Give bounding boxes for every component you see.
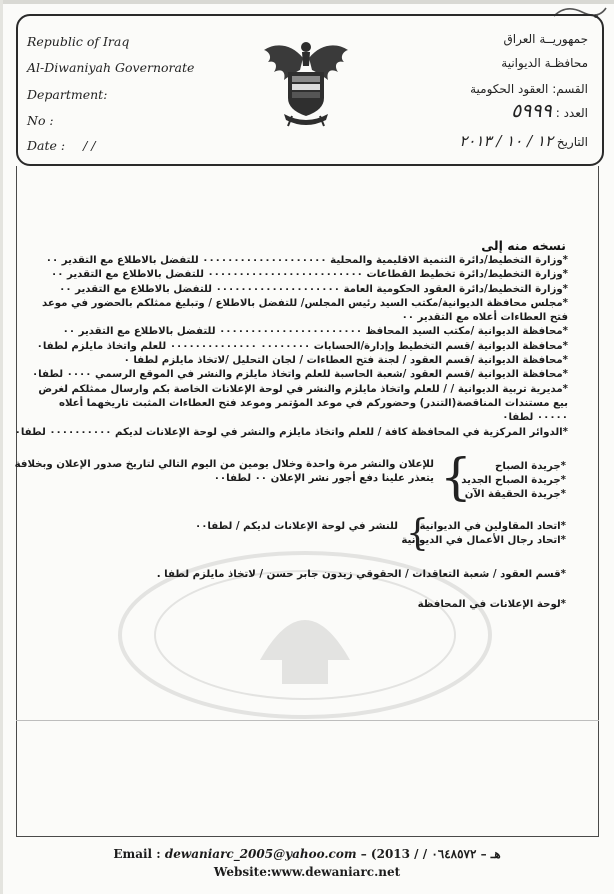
list-item: *جريدة الحقيقة الآن bbox=[464, 489, 566, 500]
website-value[interactable]: www.dewaniarc.net bbox=[271, 865, 401, 879]
list-item: *مديرية تربية الديوانية / / للعلم واتخاذ مايلزم والنشر في لوحة الإعلانات الخاصة بكم وارسال ممثلكم لغرض بيع مستندات المناقصة(التندر) وحضوركم في موعد المؤتمر وموعد فتح العطاءات المثبت تاريخهما أعلاه ٠٠٠٠٠ لطفا٠ bbox=[38, 383, 568, 424]
list-item: *جريدة الصباح bbox=[495, 461, 566, 472]
newspapers-list bbox=[461, 460, 566, 502]
date-label-ar: التاريخ bbox=[556, 135, 588, 149]
newspapers-note bbox=[15, 458, 434, 486]
note-line: للإعلان والنشر مرة واحدة وخلال يومين من اليوم التالي لتاريخ صدور الإعلان وبخلافة bbox=[14, 459, 434, 470]
frame-border bbox=[16, 166, 17, 836]
list-item: *اتحاد المقاولين في الديوانية bbox=[419, 521, 566, 532]
email-label: Email : bbox=[113, 847, 161, 861]
list-item: *محافظة الديوانية /قسم العقود /شعبة الحاسبة للعلم واتخاذ مايلزم والنشر في الموقع الرسمي ٠٠٠٠ لطفا٠ bbox=[31, 369, 568, 381]
number-label-ar: العدد : bbox=[555, 106, 588, 120]
list-item: *محافظة الديوانية /قسم العقود / لجنة فتح العطاءات / لجان التحليل /لاتخاذ مايلزم لطفا ٠ bbox=[123, 355, 568, 367]
governorate-en: Al-Diwaniyah Governorate bbox=[27, 60, 195, 75]
date-blank: / / bbox=[83, 138, 96, 153]
copy-to-heading: نسخه منه إلى bbox=[481, 238, 566, 253]
brace-icon: { bbox=[406, 513, 429, 554]
note-line: يتعذر علينا دفع أجور نشر الإعلان ٠٠ لطفا٠٠ bbox=[213, 473, 434, 484]
frame-border bbox=[598, 166, 599, 836]
list-item: *جريدة الصباح الجديد bbox=[461, 475, 566, 486]
seal-watermark-icon bbox=[110, 540, 500, 720]
date-row-ar bbox=[459, 132, 588, 150]
list-item: *مجلس محافظة الديوانية/مكتب السيد رئيس المجلس/ للتفضل بالاطلاع / وتبليغ ممثلكم بالحضور في موعد فتح العطاءات أعلاه مع التقدير ٠٠ bbox=[41, 297, 568, 324]
footer-email-line bbox=[0, 847, 614, 861]
list-item: *اتحاد رجال الأعمال في الديوانية bbox=[401, 535, 566, 546]
reference-number: ٥٩٩٩ bbox=[511, 100, 552, 122]
list-item: *وزارة التخطيط/دائرة التنمية الاقليمية والمحلية ٠٠٠٠٠٠٠٠٠٠٠٠٠٠٠٠٠٠٠٠ للتفضل بالاطلاع مع التقدير ٠٠ bbox=[45, 255, 568, 266]
list-item: *محافظة الديوانية /قسم التخطيط وإدارة/الحسابات ٠٠٠٠٠٠٠٠ ٠٠٠٠٠٠٠٠٠٠٠٠٠٠ للعلم واتخاذ مايلزم لطفا٠ bbox=[36, 340, 568, 352]
unions-note: للنشر في لوحة الإعلانات لديكم / لطفا٠٠ bbox=[194, 521, 398, 532]
recipients-list bbox=[14, 254, 568, 440]
number-row-ar bbox=[511, 100, 588, 122]
scan-edge bbox=[0, 0, 614, 4]
contracts-line: *قسم العقود / شعبة التعاقدات / الحقوقي زيدون جابر حسن / لاتخاذ مايلزم لطفا . bbox=[156, 569, 566, 580]
country-en: Republic of Iraq bbox=[27, 34, 130, 49]
list-item: *محافظة الديوانية /مكتب السيد المحافظ ٠٠٠٠٠٠٠٠٠٠٠٠٠٠٠٠٠٠٠٠٠٠٠ للتفضل بالاطلاع مع التقدير ٠٠ bbox=[62, 326, 568, 338]
brace-icon: { bbox=[440, 448, 472, 506]
date-value-ar: ١٢ / ١٠ / ٢٠١٣ bbox=[459, 132, 554, 150]
email-value[interactable]: dewaniarc_2005@yahoo.com bbox=[164, 847, 357, 861]
iraq-eagle-emblem-icon bbox=[262, 36, 350, 128]
governorate-ar: محافظـة الديوانية bbox=[501, 56, 588, 70]
footer-phone-date: – (2013 / / ٠٦٤٨٥٧٢ – ‎هـ bbox=[360, 847, 501, 861]
list-item: *وزارة التخطيط/دائرة تخطيط القطاعات ٠٠٠٠٠٠٠٠٠٠٠٠٠٠٠٠٠٠٠٠٠٠٠٠٠ للتفضل بالاطلاع مع التقدير ٠٠ bbox=[51, 269, 568, 281]
department-ar: القسم: العقود الحكومية bbox=[470, 82, 588, 96]
scan-edge bbox=[0, 0, 3, 894]
list-item: *وزارة التخطيط/دائرة العقود الحكومية العامة ٠٠٠٠٠٠٠٠٠٠٠٠٠٠٠٠٠٠٠٠ للتفضل بالاطلاع مع التقدير ٠٠ bbox=[59, 283, 568, 295]
list-item: *الدوائر المركزية في المحافظة كافة / للعلم واتخاذ مايلزم والنشر في لوحة الإعلانات لديكم ٠٠٠٠٠٠٠٠٠٠ لطفا٠ bbox=[14, 426, 568, 438]
number-label-en: No : bbox=[27, 113, 54, 128]
board-line: *لوحة الإعلانات في المحافظة bbox=[417, 599, 566, 610]
faint-rule bbox=[16, 720, 599, 721]
date-label-en bbox=[27, 138, 95, 153]
footer-website-line bbox=[0, 865, 614, 879]
department-label-en: Department: bbox=[27, 87, 108, 102]
date-label: Date : bbox=[27, 138, 66, 153]
website-label: Website: bbox=[213, 865, 272, 879]
country-ar: جمهوريــة العراق bbox=[503, 32, 588, 46]
footer bbox=[16, 836, 599, 887]
